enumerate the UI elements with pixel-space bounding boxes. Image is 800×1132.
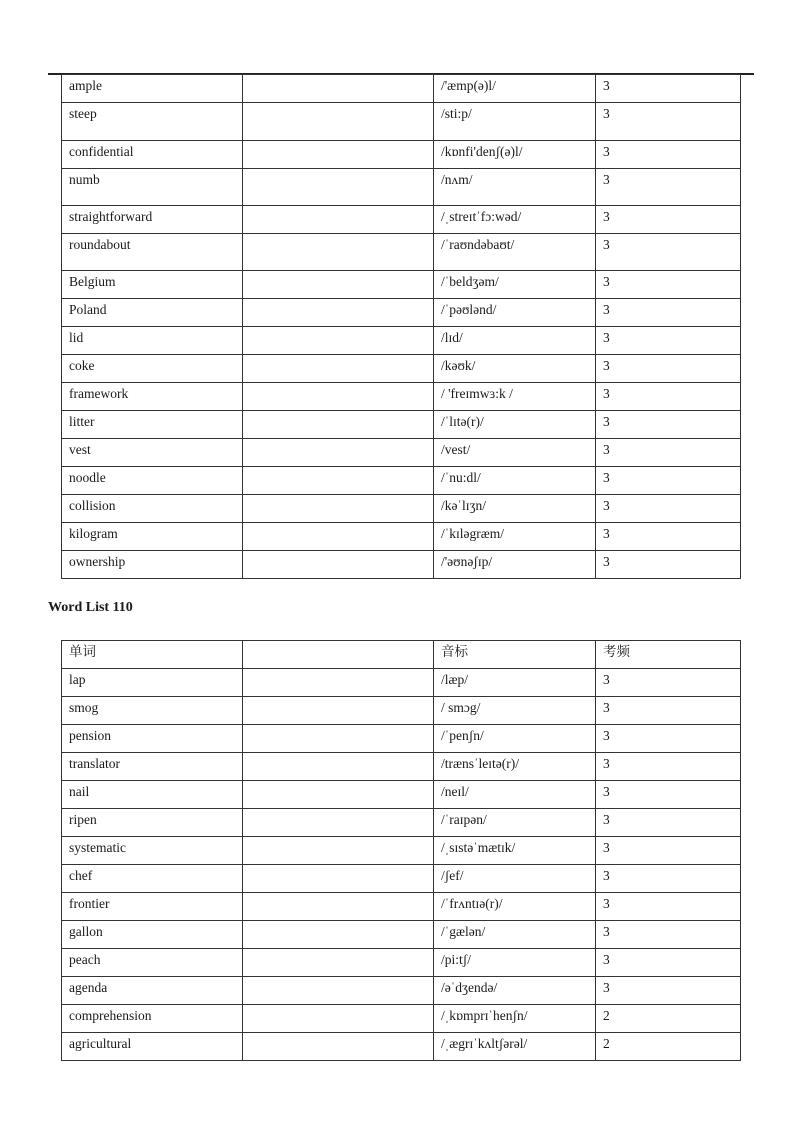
frequency-cell: 3 <box>596 439 741 467</box>
meaning-cell <box>243 411 434 439</box>
meaning-cell <box>243 234 434 271</box>
phonetic-cell: /ˌsɪstəˈmætɪk/ <box>434 837 596 865</box>
meaning-cell <box>243 781 434 809</box>
frequency-cell: 3 <box>596 103 741 141</box>
phonetic-cell: /neɪl/ <box>434 781 596 809</box>
meaning-cell <box>243 669 434 697</box>
frequency-cell: 3 <box>596 206 741 234</box>
word-cell: vest <box>62 439 243 467</box>
table-row <box>62 1005 741 1033</box>
phonetic-cell: /læp/ <box>434 669 596 697</box>
phonetic-cell: /ˈlɪtə(r)/ <box>434 411 596 439</box>
word-cell: framework <box>62 383 243 411</box>
table-row <box>62 809 741 837</box>
table-row <box>62 977 741 1005</box>
table-row <box>62 697 741 725</box>
word-cell: agricultural <box>62 1033 243 1061</box>
word-cell: steep <box>62 103 243 141</box>
table-row <box>62 141 741 169</box>
frequency-cell: 3 <box>596 893 741 921</box>
phonetic-cell: /'əʊnəʃɪp/ <box>434 551 596 579</box>
frequency-cell: 3 <box>596 271 741 299</box>
frequency-cell: 3 <box>596 809 741 837</box>
meaning-cell <box>243 467 434 495</box>
phonetic-cell: /ˌkɒmprɪˈhenʃn/ <box>434 1005 596 1033</box>
phonetic-cell: /ˈpəʊlənd/ <box>434 299 596 327</box>
word-cell: roundabout <box>62 234 243 271</box>
meaning-cell <box>243 949 434 977</box>
table-row <box>62 206 741 234</box>
frequency-cell: 3 <box>596 977 741 1005</box>
meaning-cell <box>243 551 434 579</box>
frequency-cell: 3 <box>596 495 741 523</box>
table-header-row <box>62 641 741 669</box>
frequency-cell: 2 <box>596 1033 741 1061</box>
word-cell: lap <box>62 669 243 697</box>
table-row <box>62 234 741 271</box>
table-row <box>62 837 741 865</box>
table-row <box>62 949 741 977</box>
word-cell: systematic <box>62 837 243 865</box>
table-row <box>62 169 741 206</box>
frequency-cell: 3 <box>596 669 741 697</box>
word-cell: pension <box>62 725 243 753</box>
phonetic-cell: /ˈnu:dl/ <box>434 467 596 495</box>
meaning-cell <box>243 865 434 893</box>
word-cell: gallon <box>62 921 243 949</box>
word-cell: ownership <box>62 551 243 579</box>
frequency-cell: 3 <box>596 949 741 977</box>
frequency-cell: 3 <box>596 169 741 206</box>
phonetic-cell: /ˈgælən/ <box>434 921 596 949</box>
word-cell: numb <box>62 169 243 206</box>
frequency-cell: 3 <box>596 781 741 809</box>
meaning-cell <box>243 169 434 206</box>
word-cell: confidential <box>62 141 243 169</box>
meaning-cell <box>243 753 434 781</box>
table-row <box>62 355 741 383</box>
word-cell: ample <box>62 75 243 103</box>
meaning-cell <box>243 921 434 949</box>
frequency-cell: 3 <box>596 551 741 579</box>
meaning-cell <box>243 1005 434 1033</box>
phonetic-cell: /ˈbeldʒəm/ <box>434 271 596 299</box>
frequency-cell: 3 <box>596 411 741 439</box>
phonetic-cell: /trænsˈleɪtə(r)/ <box>434 753 596 781</box>
word-cell: Belgium <box>62 271 243 299</box>
word-cell: coke <box>62 355 243 383</box>
meaning-cell <box>243 439 434 467</box>
frequency-cell: 3 <box>596 753 741 781</box>
table-row <box>62 781 741 809</box>
table-row <box>62 467 741 495</box>
frequency-cell: 2 <box>596 1005 741 1033</box>
table-row <box>62 669 741 697</box>
meaning-cell <box>243 206 434 234</box>
word-cell: translator <box>62 753 243 781</box>
phonetic-cell: /kəʊk/ <box>434 355 596 383</box>
table-row <box>62 1033 741 1061</box>
phonetic-cell: /kɒnfi'denʃ(ə)l/ <box>434 141 596 169</box>
frequency-cell: 3 <box>596 837 741 865</box>
phonetic-cell: /əˈdʒendə/ <box>434 977 596 1005</box>
frequency-cell: 3 <box>596 75 741 103</box>
word-cell: nail <box>62 781 243 809</box>
frequency-cell: 3 <box>596 725 741 753</box>
table-row <box>62 523 741 551</box>
section-title: Word List 110 <box>48 600 133 615</box>
frequency-cell: 3 <box>596 865 741 893</box>
table-row <box>62 411 741 439</box>
meaning-cell <box>243 977 434 1005</box>
frequency-cell: 3 <box>596 327 741 355</box>
table-row <box>62 551 741 579</box>
header-word: 单词 <box>62 641 243 669</box>
meaning-cell <box>243 271 434 299</box>
frequency-cell: 3 <box>596 523 741 551</box>
header-frequency: 考频 <box>596 641 741 669</box>
word-cell: comprehension <box>62 1005 243 1033</box>
meaning-cell <box>243 523 434 551</box>
table-row <box>62 271 741 299</box>
table-row <box>62 327 741 355</box>
table-row <box>62 921 741 949</box>
table-row <box>62 75 741 103</box>
meaning-cell <box>243 495 434 523</box>
meaning-cell <box>243 75 434 103</box>
phonetic-cell: /ˌægrɪˈkʌltʃərəl/ <box>434 1033 596 1061</box>
phonetic-cell: /lɪd/ <box>434 327 596 355</box>
word-cell: smog <box>62 697 243 725</box>
meaning-cell <box>243 141 434 169</box>
phonetic-cell: /'æmp(ə)l/ <box>434 75 596 103</box>
phonetic-cell: /ˌstreɪtˈfɔ:wəd/ <box>434 206 596 234</box>
word-cell: noodle <box>62 467 243 495</box>
phonetic-cell: /ˈraɪpən/ <box>434 809 596 837</box>
table-row <box>62 103 741 141</box>
word-cell: litter <box>62 411 243 439</box>
word-cell: ripen <box>62 809 243 837</box>
word-cell: frontier <box>62 893 243 921</box>
frequency-cell: 3 <box>596 141 741 169</box>
word-cell: collision <box>62 495 243 523</box>
word-cell: chef <box>62 865 243 893</box>
meaning-cell <box>243 893 434 921</box>
frequency-cell: 3 <box>596 697 741 725</box>
meaning-cell <box>243 809 434 837</box>
word-table-continued <box>61 74 741 579</box>
table-row <box>62 753 741 781</box>
table-row <box>62 439 741 467</box>
meaning-cell <box>243 383 434 411</box>
meaning-cell <box>243 299 434 327</box>
table-row <box>62 865 741 893</box>
phonetic-cell: /ˈraʊndəbaʊt/ <box>434 234 596 271</box>
meaning-cell <box>243 1033 434 1061</box>
phonetic-cell: /sti:p/ <box>434 103 596 141</box>
table-row <box>62 725 741 753</box>
word-cell: agenda <box>62 977 243 1005</box>
word-cell: peach <box>62 949 243 977</box>
frequency-cell: 3 <box>596 467 741 495</box>
table-row <box>62 383 741 411</box>
meaning-cell <box>243 327 434 355</box>
frequency-cell: 3 <box>596 299 741 327</box>
meaning-cell <box>243 355 434 383</box>
word-table-110 <box>61 640 741 1061</box>
phonetic-cell: /ˈfrʌntɪə(r)/ <box>434 893 596 921</box>
table-row <box>62 893 741 921</box>
word-cell: Poland <box>62 299 243 327</box>
table-row <box>62 299 741 327</box>
meaning-cell <box>243 697 434 725</box>
phonetic-cell: /ˈpenʃn/ <box>434 725 596 753</box>
phonetic-cell: /kəˈlɪʒn/ <box>434 495 596 523</box>
header-meaning <box>243 641 434 669</box>
phonetic-cell: / smɔg/ <box>434 697 596 725</box>
word-cell: lid <box>62 327 243 355</box>
frequency-cell: 3 <box>596 234 741 271</box>
phonetic-cell: / 'freɪmwɜ:k / <box>434 383 596 411</box>
meaning-cell <box>243 725 434 753</box>
header-phonetic: 音标 <box>434 641 596 669</box>
frequency-cell: 3 <box>596 383 741 411</box>
word-cell: kilogram <box>62 523 243 551</box>
table-row <box>62 495 741 523</box>
frequency-cell: 3 <box>596 355 741 383</box>
word-cell: straightforward <box>62 206 243 234</box>
meaning-cell <box>243 103 434 141</box>
phonetic-cell: /nʌm/ <box>434 169 596 206</box>
phonetic-cell: /ʃef/ <box>434 865 596 893</box>
meaning-cell <box>243 837 434 865</box>
phonetic-cell: /pi:tʃ/ <box>434 949 596 977</box>
phonetic-cell: /ˈkɪləgræm/ <box>434 523 596 551</box>
frequency-cell: 3 <box>596 921 741 949</box>
phonetic-cell: /vest/ <box>434 439 596 467</box>
